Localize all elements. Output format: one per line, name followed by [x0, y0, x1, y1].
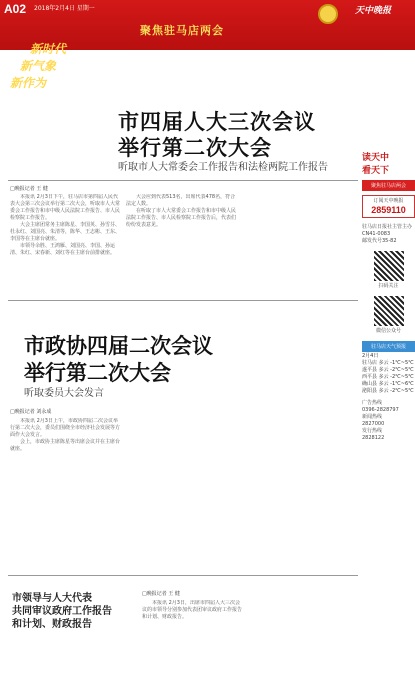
- article1-para: 市领导余胜、王鸿雁、刘国亮、李国、孙运清、朱红、宋春新、刘红等在主席台前排就座。: [10, 243, 116, 256]
- article1-byline: □晚报记者 王 健: [10, 186, 48, 192]
- article1-body-col1: [10, 194, 120, 290]
- divider: [8, 180, 358, 181]
- article2-para: 本报讯 2月3日上午，市政协四届二次会议举行第二次大会，委员们围绕全市经济社会发展等方面作大会发言。: [10, 418, 120, 438]
- article3-body-col2: [248, 590, 356, 660]
- sidebar-notice: 聚焦驻马店两会: [362, 180, 415, 191]
- slogan-3: 新作为: [10, 76, 47, 90]
- sidebar-slogan-1: 读天中: [362, 153, 390, 163]
- article2-title-line2: 举行第二次大会: [24, 361, 171, 385]
- article2-title-line1: 市政协四届二次会议: [24, 334, 213, 358]
- org-line: 驻马店日报社主管主办: [362, 224, 413, 230]
- article3-title-line3: 和计划、财政报告: [12, 619, 92, 630]
- article2-byline: □晚报记者 刘永成: [10, 409, 52, 415]
- article1-title-line1: 市四届人大三次会议: [118, 110, 316, 134]
- qr-code-1[interactable]: [374, 251, 404, 281]
- ad-phone: 2859110: [371, 205, 406, 215]
- page-number: A02: [4, 2, 27, 16]
- article3-title: [12, 592, 112, 631]
- divider: [8, 575, 358, 576]
- sidebar: [362, 150, 415, 442]
- postal-code: 邮发代号35-82: [362, 238, 397, 244]
- weather-row: 泌阳县 多云 -2℃~5℃: [362, 388, 414, 394]
- article2-body-col1: [10, 418, 120, 568]
- article2-body-col2: [126, 418, 236, 568]
- weather-date: 2月4日: [362, 353, 379, 359]
- qr-label-1: 扫码关注: [378, 283, 399, 289]
- emblem-icon: [318, 4, 338, 24]
- weather-row: 确山县 多云 -1℃~6℃: [362, 381, 414, 387]
- ad-phone-number: 0396-2828797: [362, 407, 399, 413]
- qr-label-2: 微信公众号: [375, 328, 401, 334]
- column-title: 聚焦驻马店两会: [140, 24, 224, 37]
- article3-para: 本报讯 2月3日，出席市四届人大三次会议的市领导分别参加代表团审议政府工作报告和计划、财政报告。: [142, 600, 242, 620]
- article3-title-line1: 市领导与人大代表: [12, 593, 92, 604]
- hotline-label: 新闻热线: [362, 414, 383, 420]
- weather-row: 遂平县 多云 -2℃~5℃: [362, 367, 414, 373]
- article1-subtitle: 听取市人大常委会工作报告和法检两院工作报告: [118, 162, 328, 173]
- hotline-number: 2827000: [362, 421, 385, 427]
- article1-para: 本报讯 2月3日下午，驻马店市第四届人民代表大会第三次会议举行第二次大会，听取市人大常委会工作报告和市中级人民法院工作报告、市人民检察院工作报告。: [10, 194, 120, 221]
- slogan-2: 新气象: [20, 59, 57, 73]
- ad-price-label: 订阅天中晚报: [373, 198, 404, 204]
- article1-body-col2: [126, 194, 236, 290]
- dist-label: 发行热线: [362, 428, 383, 434]
- article1-para: 大会应到代表513名，出席代表478名，符合法定人数。: [126, 194, 236, 207]
- article3-body: [142, 600, 242, 660]
- divider: [8, 300, 358, 301]
- date-line: 2018年2月4日 星期一: [34, 5, 95, 12]
- article3-byline: □晚报记者 王 健: [142, 591, 180, 597]
- cn-number: CN41-0083: [362, 231, 391, 237]
- article1-para: 在听取了市人大常委会工作报告和市中级人民法院工作报告、市人民检察院工作报告后，代表们纷纷发表意见。: [126, 208, 236, 228]
- ad-phone-label: 广告热线: [362, 400, 383, 406]
- article2-body-col3: [242, 418, 356, 568]
- newspaper-brand: 天中晚报: [355, 6, 392, 16]
- subscription-ad: [362, 195, 415, 218]
- article1-para: 大会主席团常务主席陈星、李国英、孙雪芬、杜永红、刘国亮、朱清等，陈华、王志彬、王东、李国等在主席台就座。: [10, 222, 120, 242]
- weather-row: 驻马店 多云 -1℃~5℃: [362, 360, 414, 366]
- slogan-block: [10, 40, 67, 91]
- slogan-1: 新时代: [30, 42, 67, 56]
- article2-para: 会上，市政协主席陈星等出席会议并在主席台就座。: [10, 439, 120, 452]
- sidebar-slogan-2: 看天下: [362, 166, 390, 176]
- article3-title-line2: 共同审议政府工作报告: [12, 606, 112, 617]
- weather-row: 西平县 多云 -2℃~5℃: [362, 374, 414, 380]
- dist-number: 2828122: [362, 435, 385, 441]
- qr-code-2[interactable]: [374, 296, 404, 326]
- article2-subtitle: 听取委员大会发言: [24, 388, 104, 399]
- weather-title: 驻马店天气预报: [362, 341, 415, 352]
- article1-title-line2: 举行第二次大会: [118, 136, 272, 160]
